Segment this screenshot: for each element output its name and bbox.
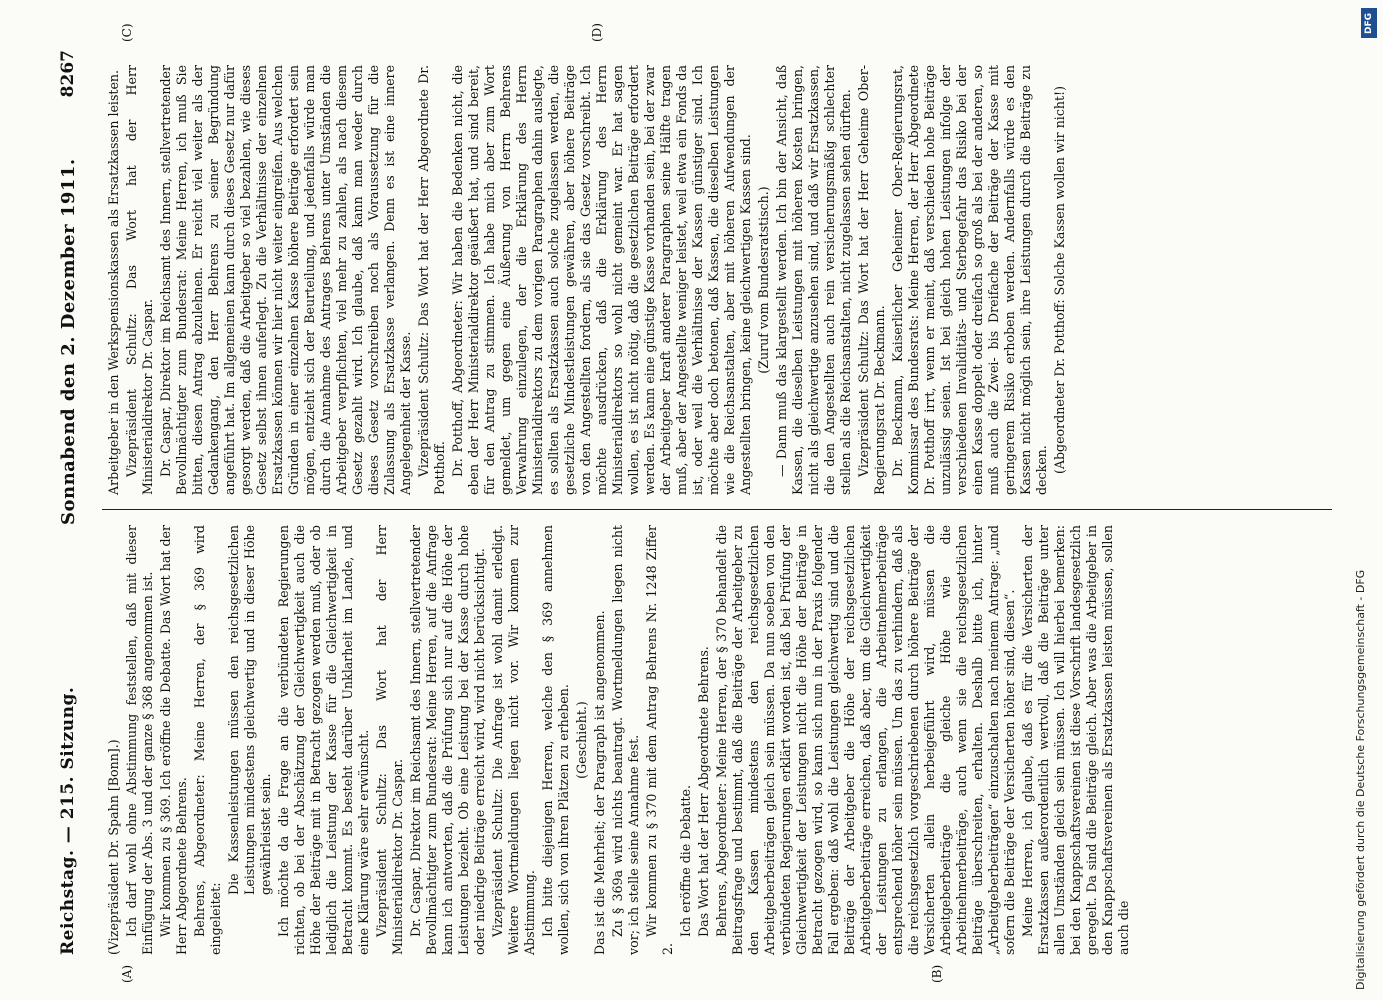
paragraph: Arbeitgeber in den Werkspensionskassen als Ersatzkassen leisten. — [106, 69, 121, 495]
paragraph: Vizepräsident Schultz: Das Wort hat der Herr Abgeordnete Dr. Potthoff. — [416, 65, 447, 495]
margin-marker-d: (D) — [590, 23, 604, 42]
header-left: Reichstag. — 215. Sitzung. — [58, 686, 78, 955]
paragraph: Meine Herren, ich glaube, daß es für die Versicherten der Ersatzkassen außerordentlich wertvoll, daß die Beiträge unter allen Umständen gleich sein müssen. Ich will hierbei bemerken: bei den Knappschaftsvereinen ist diese Vorschrift landesgesetzlich geregelt. Da sind die Beiträge gleich. Aber was die Arbeitgeber in den Knappschaftsvereinen als Ersatzkassen leisten müssen, sollen auch die — [1020, 525, 1131, 955]
dfg-logo: DFG — [1361, 8, 1377, 38]
paragraph: Das Wort hat der Herr Abgeordnete Behrens. — [696, 646, 711, 937]
paragraph: Behrens, Abgeordneter: Meine Herren, der § 369 wird eingeleitet: — [192, 525, 223, 955]
quoted-paragraph: Die Kassenleistungen müssen den reichsgesetzlichen Leistungen mindestens gleichwertig und in dieser Höhe gewährleistet sein. — [226, 525, 273, 895]
right-column — [106, 65, 1070, 495]
paragraph: Ich eröffne die Debatte. — [678, 785, 693, 937]
paragraph: Dr. Caspar, Direktor im Reichsamt des Innern, stellvertretender Bevollmächtigter zum Bundesrat: Meine Herren, ich muß Sie bitten, diesen Antrag abzulehnen. Er reicht viel weiter als der Gedankengang, den Herr Behrens zu seiner Begründung angeführt hat. Im allgemeinen kann durch dieses Gesetz nur dafür gesorgt werden, daß die Arbeitgeber so viel bezahlen, wie dieses Gesetz selbst ihnen auferlegt. Zu die Verhältnisse der einzelnen Ersatzkassen können wir hier nicht weiter eingreifen. Aus welchen Gründen in einer einzelnen Kasse höhere Beiträge erfordert sein mögen, entzieht sich der Beurteilung, und jedenfalls würde man durch die Annahme des Antrages Behrens unter Umständen die Arbeitgeber verpflichten, viel mehr zu zahlen, als nach diesem Gesetz gezahlt wird. Ich glaube, daß kann man weder durch dieses Gesetz vorschreiben noch als Voraussetzung für die Zulassung als Ersatzkasse verlangen. Denn es ist eine innere Angelegenheit der Kasse. — [158, 65, 413, 495]
paragraph: Dr. Beckmann, Kaiserlicher Geheimer Ober-Regierungsrat, Kommissar des Bundesrats: Meine Herren, der Herr Abgeordnete Dr. Potthoff irrt, wenn er meint, daß verschieden hohe Beiträge unzulässig seien. Ist bei gleich hohen Leistungen infolge der verschiedenen Invaliditäts- und Sterbegefahr das Risiko bei der einen Kasse doppelt oder dreifach so groß als bei der anderen, so muß auch die Zwei- bis Dreifache der Beiträge der Kasse mit geringerem Risiko erhoben werden. Andernfalls würde es den Kassen nicht möglich sein, ihre Leistungen durch die Beiträge zu decken. — [890, 65, 1049, 495]
stage-direction: (Abgeordneter Dr. Potthoff: Solche Kassen wollen wir nicht!) — [1052, 85, 1067, 475]
paragraph: Vizepräsident Schultz: Das Wort hat der Herr Geheime Ober-Regierungsrat Dr. Beckmann. — [856, 65, 887, 495]
paragraph: Wir kommen zu § 369. Ich eröffne die Debatte. Das Wort hat der Herr Abgeordnete Behrens. — [158, 525, 189, 955]
paragraph: Vizepräsident Schultz: Die Anfrage ist wohl damit erledigt. Weitere Wortmeldungen liegen nicht vor. Wir kommen zur Abstimmung. — [490, 525, 537, 955]
paragraph: Wir kommen zu § 370 mit dem Antrag Behrens Nr. 1248 Ziffer 2. — [644, 525, 675, 955]
paragraph: Dr. Potthoff, Abgeordneter: Wir haben die Bedenken nicht, die eben der Herr Ministerialdirektor geäußert hat, und sind bereit, für den Antrag zu stimmen. Ich habe mich aber zum Wort gemeldet, um gegen eine Äußerung von Herrn Behrens Verwahrung einzulegen, der die Erklärung des Herrn Ministerialdirektors zu dem vorigen Paragraphen dahin auslegte, es sollten als Ersatzkassen auch solche zugelassen werden, die gesetzliche Mindestleistungen gewähren, aber höhere Beiträge von den Angestellten fordern, als sie das Gesetz vorschreibt. Ich möchte ausdrücken, daß die Erklärung des Herrn Ministerialdirektors so wohl nicht gemeint war. Er hat sagen wollen, es ist nicht nötig, daß die gesetzlichen Beiträge erfordert werden. Es kann eine günstige Kasse vorhanden sein, bei der zwar der Arbeitgeber kraft anderer Paragraphen seine Hälfte tragen muß, aber der Angestellte weniger leistet, weil etwa ein Fonds da ist, oder weil die Verhältnisse der Kassen günstiger sind. Ich möchte aber doch betonen, daß Kassen, die dieselben Leistungen wie die Reichsanstalten, aber mit höheren Aufwendungen der Angestellten bringen, keine gleichwertigen Kassen sind. — [450, 65, 753, 495]
header-date: Sonnabend den 2. Dezember 1911. — [58, 158, 79, 525]
paragraph: Behrens, Abgeordneter: Meine Herren, der § 370 behandelt die Beitragsfrage und bestimmt, daß die Beiträge der Arbeitgeber zu den Kassen mindestens den reichsgesetzlichen Arbeitgeberbeiträgen gleich sein müssen. Da nun soeben von den verbündeten Regierungen erklärt worden ist, daß bei Prüfung der Gleichwertigkeit der Leistungen nicht die Höhe der Beiträge in Betracht gezogen wird, so kann sich nun in der Praxis folgender Fall ergeben: daß wohl die Leistungen gleichwertig sind und die Beiträge der Arbeitgeber die Höhe der reichsgesetzlichen Arbeitgeberbeiträge erreichen, daß aber, um die Gleichwertigkeit der Leistungen zu erlangen, die Arbeitnehmerbeiträge entsprechend höher sein müssen. Um das zu verhindern, daß als die reichsgesetzlich vorgeschriebenen durch höhere Beiträge der Versicherten allein herbeigeführt wird, müssen die Arbeitgeberbeiträge die gleiche Höhe wie die Arbeitnehmerbeiträge, auch wenn sie die reichsgesetzlichen Beiträge überschreiten, erhalten. Deshalb bitte ich, hinter „Arbeitgeberbeiträgen“ einzuschalten nach meinem Antrage: „und sofern die Beiträge der Versicherten höher sind, diesen“. — [714, 525, 1017, 955]
paragraph: Ich möchte da die Frage an die verbündeten Regierungen richten, ob bei der Abschätzung der Gleichwertigkeit auch die Höhe der Beiträge mit in Betracht gezogen werden muß, oder ob lediglich die Leistung der Kasse für die Gleichwertigkeit in Betracht kommt. Es besteht darüber Unklarheit im Lande, und eine Klärung wäre sehr erwünscht. — [276, 525, 371, 955]
page-header — [50, 50, 92, 955]
left-column — [106, 525, 1134, 955]
paragraph: Ich bitte diejenigen Herren, welche den § 369 annehmen wollen, sich von ihren Plätzen zu erheben. — [540, 525, 571, 955]
margin-marker-a: (A) — [120, 964, 134, 983]
paragraph: Vizepräsident Schultz: Das Wort hat der Herr Ministerialdirektor Dr. Caspar. — [124, 65, 155, 495]
digitization-credit: Digitalisierung gefördert durch die Deutsche Forschungsgemeinschaft - DFG — [1354, 569, 1367, 990]
paragraph: Das ist die Mehrheit; der Paragraph ist angenommen. — [592, 610, 607, 955]
margin-marker-b: (B) — [930, 964, 944, 983]
paragraph: (Vizepräsident Dr. Spahn [Bonn].) — [106, 739, 121, 955]
paragraph: Zu § 369a wird nichts beantragt. Wortmeldungen liegen nicht vor; ich stelle seine Annahme fest. — [610, 525, 641, 955]
rotated-page — [50, 23, 1340, 983]
paragraph: — Dann muß das klargestellt werden. Ich bin der Ansicht, daß Kassen, die dieselben Leistungen mit höheren Kosten bringen, nicht als gleichwertige anzusehen sind, und daß wir Ersatzkassen, die den Angestellten auch rein versicherungsmäßig schlechter stellen als die Reichsanstalten, nicht zugelassen sehen dürften. — [774, 65, 853, 495]
page-number: 8267 — [58, 50, 78, 98]
paragraph: Vizepräsident Schultz: Das Wort hat der Herr Ministerialdirektor Dr. Caspar. — [374, 525, 405, 955]
paragraph: Ich darf wohl ohne Abstimmung feststellen, daß mit dieser Einfügung der Abs. 3 und der ganze § 368 angenommen ist. — [124, 525, 155, 955]
paragraph: Dr. Caspar, Direktor im Reichsamt des Innern, stellvertretender Bevollmächtigter zum Bundesrat: Meine Herren, auf die Anfrage kann ich antworten, daß die Prüfung sich nur auf die Höhe der Leistungen bezieht. Ob eine Leistung bei der Kasse durch hohe oder niedrige Beiträge erreicht wird, wird nicht berücksichtigt. — [408, 525, 487, 955]
stage-direction: (Zuruf vom Bundesratstisch.) — [756, 186, 771, 374]
margin-marker-c: (C) — [120, 23, 134, 42]
stage-direction: (Geschieht.) — [574, 701, 589, 779]
column-divider — [102, 509, 1332, 510]
